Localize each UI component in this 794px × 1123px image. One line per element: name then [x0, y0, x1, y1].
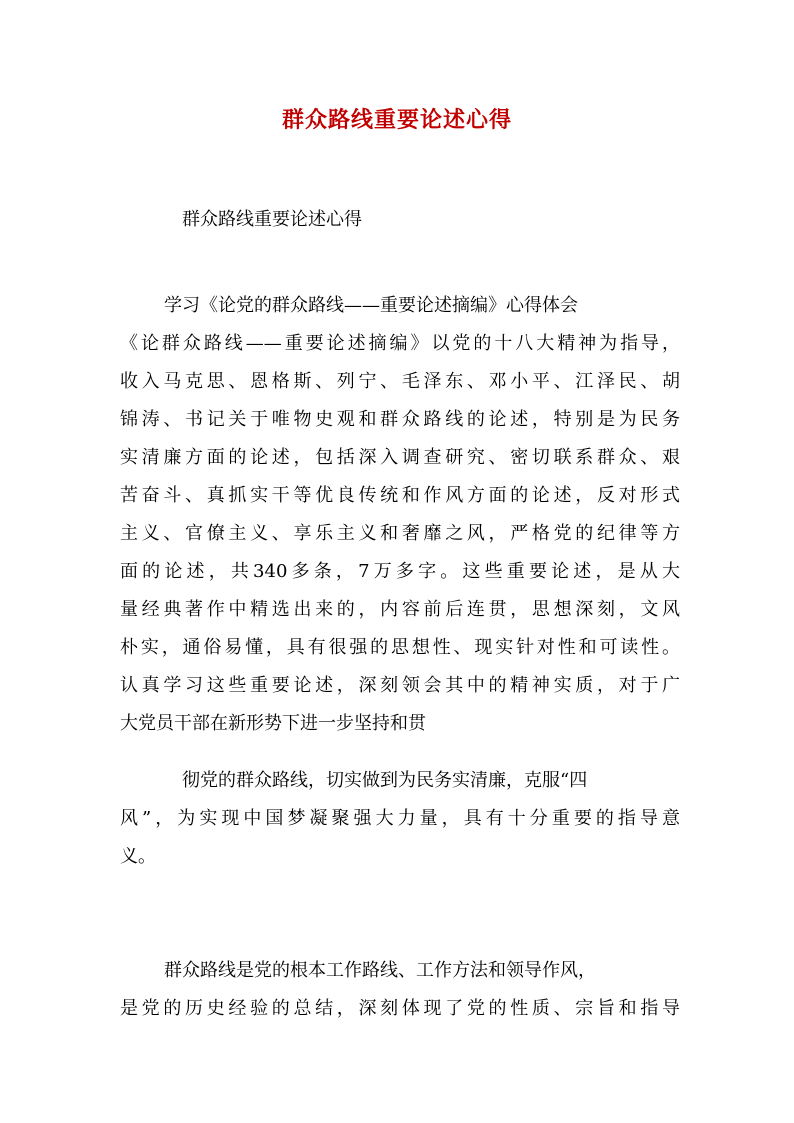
paragraph-line: 认真学习这些重要论述，深刻领会其中的精神实质，对于广	[120, 675, 680, 696]
paragraph-line: 量经典著作中精选出来的，内容前后连贯，思想深刻，文风	[120, 599, 680, 620]
paragraph-1	[120, 287, 680, 743]
paragraph-line: 大党员干部在新形势下进一步坚持和贯	[120, 713, 426, 734]
paragraph-2	[120, 762, 680, 876]
paragraph-line: 锦涛、书记关于唯物史观和群众路线的论述，特别是为民务	[120, 409, 680, 430]
paragraph-line: 学习《论党的群众路线——重要论述摘编》心得体会	[164, 295, 578, 316]
document-title: 群众路线重要论述心得	[281, 107, 512, 133]
paragraph-line: 义。	[120, 846, 156, 867]
paragraph-line: 风”，为实现中国梦凝聚强大力量，具有十分重要的指导意	[120, 808, 680, 829]
paragraph-line: 面的论述，共340多条，7万多字。这些重要论述，是从大	[120, 561, 680, 582]
paragraph-line: 苦奋斗、真抓实干等优良传统和作风方面的论述，反对形式	[120, 485, 680, 506]
paragraph-3	[120, 952, 680, 1028]
paragraph-line: 是党的历史经验的总结，深刻体现了党的性质、宗旨和指导	[120, 998, 680, 1019]
subtitle-block	[120, 201, 680, 239]
paragraph-line: 《论群众路线——重要论述摘编》以党的十八大精神为指导，	[120, 333, 680, 354]
paragraph-line: 实清廉方面的论述，包括深入调查研究、密切联系群众、艰	[120, 447, 680, 468]
subtitle: 群众路线重要论述心得	[182, 209, 362, 230]
paragraph-line: 朴实，通俗易懂，具有很强的思想性、现实针对性和可读性。	[120, 637, 680, 658]
paragraph-line: 彻党的群众路线，切实做到为民务实清廉，克服“四	[182, 770, 588, 791]
paragraph-line: 群众路线是党的根本工作路线、工作方法和领导作风，	[164, 960, 596, 981]
paragraph-line: 收入马克思、恩格斯、列宁、毛泽东、邓小平、江泽民、胡	[120, 371, 680, 392]
paragraph-line: 主义、官僚主义、享乐主义和奢靡之风，严格党的纪律等方	[120, 523, 680, 544]
